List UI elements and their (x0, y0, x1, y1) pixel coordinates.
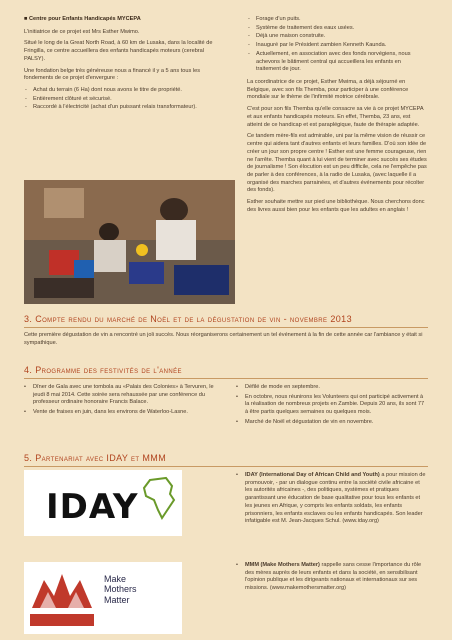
iday-description (236, 472, 428, 528)
center-para-2: Situé le long de la Great North Road, à 60 km de Lusaka, dans la localité de Fringilla, ce centre accueillera des enfants handicapés moteurs (cerebral PALSY). (24, 40, 213, 62)
list-item: - Déjà une maison construite. (247, 33, 427, 41)
section-4-title: 4. Programme des festivités de l'année (24, 365, 182, 375)
section-5 (24, 452, 428, 467)
section-3-text: Cette première dégustation de vin a rencontré un joli succès. Nous réorganiserons certainement un tel événement à la fin de cette année car l'ambiance y était si sympathique. (24, 332, 423, 347)
iday-logo-text: IDAY (46, 487, 139, 527)
center-para-3: Une fondation belge très généreuse nous a financé il y a 5 ans tous les fondements de ce projet d'envergure : (24, 67, 201, 82)
list-item: • Vente de fraises en juin, dans les environs de Waterloo-Lasne. (24, 409, 214, 417)
section-5-divider (24, 466, 428, 467)
bullet-icon: ■ (24, 16, 28, 22)
iday-url: (www.iday.org) (342, 518, 379, 525)
list-item: - Forage d'un puits. (247, 16, 427, 24)
center-right-column (247, 16, 427, 219)
center-para-1: L'initiatrice de ce projet est Mrs Esther Mwimo. (24, 28, 140, 35)
iday-text: a pour mission de promouvoir, - par un dialogue continu entre la société civile africaine et les autorités africaines -, des politiques, systèmes et pratiques garantissant une éducation de base qualitative pour tous les enfants et les jeunes en Afrique, y compris les enfants soldats, les enfants prisonniers, les enfants esclaves ou les enfants handicapés. Son leader infatigable est M. Jean-Jacques Schul. (245, 472, 426, 525)
list-item: - Entièrement clôturé et sécurisé. (24, 96, 220, 104)
list-item: • Défilé de mode en septembre. (236, 384, 428, 392)
center-list-right (247, 16, 427, 74)
mmm-logo-text: Make Mothers Matter (104, 574, 137, 605)
mmm-text: rappelle sans cesse l'importance du rôle des mères auprès de leurs enfants et dans la société, en sensibilisant l'opinion publique et les dirigeants nationaux et internationaux sur ses missions. (245, 562, 422, 592)
section-5-title: 5. Partenariat avec IDAY et MMM (24, 453, 167, 463)
list-item: • Dîner de Gala avec une tombola au «Palais des Colonies» à Tervuren, le jeudi 8 mai 2014. Cette soirée sera rehaussée par une conférence du professeur ordinaire honoraire Francis Balace. (24, 384, 214, 407)
list-item: - Actuellement, en association avec des fonds norvégiens, nous achevons le bâtiment central qui accueillera les enfants en traitement de jour. (247, 51, 427, 74)
africa-map-icon (142, 476, 176, 520)
iday-logo (24, 470, 182, 536)
center-title: ■ Centre pour Enfants Handicapés MYCEPA (24, 16, 141, 22)
section-3-title: 3. Compte rendu du marché de Noël et de la dégustation de vin - novembre 2013 (24, 314, 352, 324)
center-para-4: La coordinatrice de ce projet, Esther Mwima, a déjà séjourné en Belgique, avec son fils Themba, pour participer à une conférence mondiale sur le thème de l'infirmité motrice cérébrale. (247, 79, 409, 101)
children-therapy-photo (24, 180, 235, 304)
section-3 (24, 313, 428, 352)
mmm-description (236, 562, 428, 595)
center-list-left (24, 87, 220, 112)
list-item: - Raccordé à l'électricité (achat d'un puissant relais transformateur). (24, 104, 220, 112)
mmm-url: (www.makemothersmatter.org) (269, 585, 347, 592)
list-item: - Inauguré par le Président zambien Kenneth Kaunda. (247, 42, 427, 50)
mmm-logo (24, 562, 182, 634)
section-4-divider (24, 378, 428, 379)
mmm-item (236, 562, 428, 593)
mmm-mountains-icon (30, 568, 94, 612)
section-4 (24, 364, 428, 385)
center-para-7: Esther souhaite mettre sur pied une bibliothèque. Nous cherchons donc des livres aussi bien pour les enfants que les adultes en anglais ! (247, 199, 425, 213)
section-3-divider (24, 327, 428, 328)
list-item: - Achat du terrain (6 Ha) dont nous avons le titre de propriété. (24, 87, 220, 95)
list-item: - Système de traitement des eaux usées. (247, 25, 427, 33)
iday-name: IDAY (International Day of African Child and Youth) (245, 472, 380, 478)
section-4-left-list (24, 384, 214, 419)
iday-item (236, 472, 428, 526)
center-para-6: Ce tandem mère-fils est admirable, uni par la même vision de réussir ce centre qui aidera tant d'autres enfants et leurs familles. D'où son idée de créer un jour son propre centre ! Esther est une femme courageuse, rien ne l'arrête. Themba quant à lui vient de terminer avec succès ses études de journalisme ! Son élocution est un peu difficile, cela ne l'empêche pas de parler à des conférences, à la radio de Lusaka, (avec laquelle il a organisé des marches parrainées, et d'autres événements pour récolter des fonds). (247, 133, 427, 194)
list-item: • Marché de Noël et dégustation de vin en novembre. (236, 419, 428, 427)
list-item: • En octobre, nous réunirons les Volunteers qui ont participé activement à la réalisation de nombreux projets en Zambie. Depuis 20 ans, ils sont 77 à être partis quelques semaines ou quelques mois. (236, 394, 428, 417)
photo-illustration (24, 180, 235, 304)
mmm-banner (30, 614, 94, 626)
mmm-name: MMM (Make Mothers Matter) (245, 562, 320, 568)
center-para-5: C'est pour son fils Themba qu'elle consacre sa vie à ce projet MYCEPA et aux enfants handicapés moteurs. En effet, Themba, 23 ans, est atteint de ce handicap et est paraplégique, faute de thérapie adaptée. (247, 106, 424, 128)
center-left-column (24, 16, 220, 113)
section-4-right-list (236, 384, 428, 429)
